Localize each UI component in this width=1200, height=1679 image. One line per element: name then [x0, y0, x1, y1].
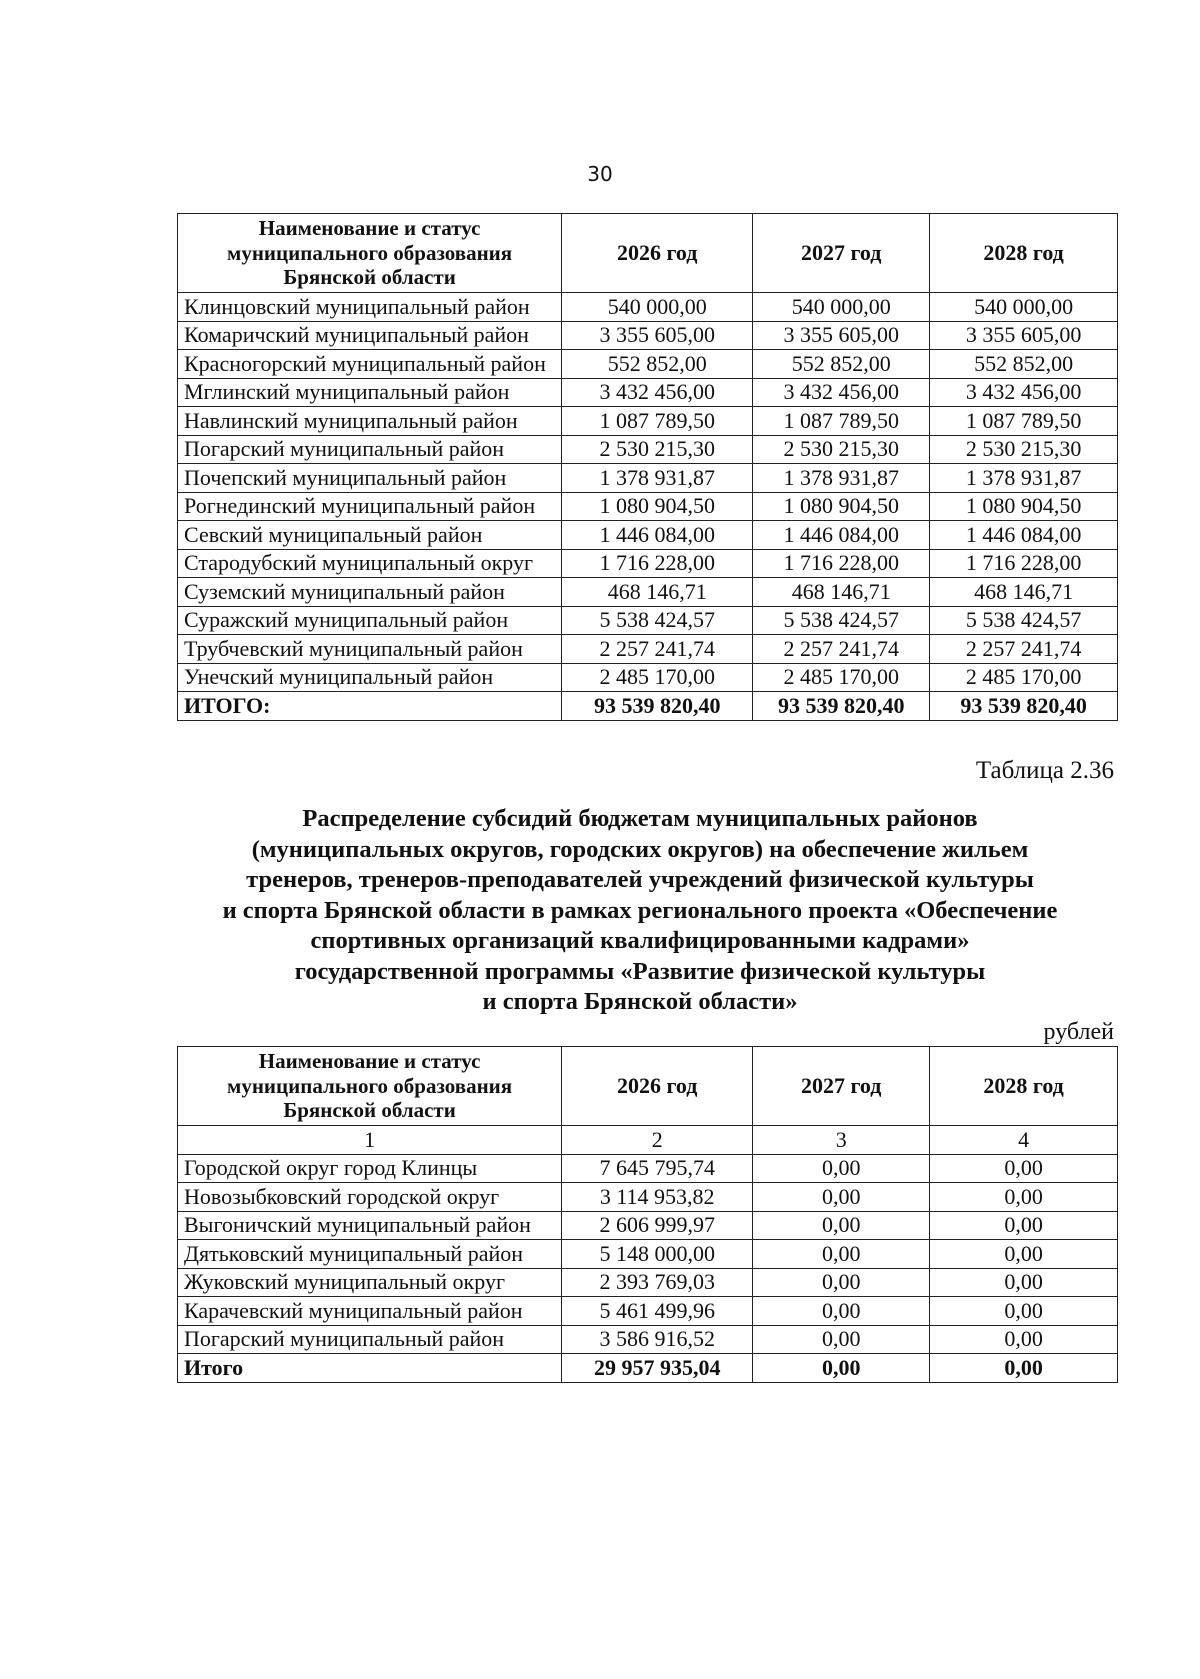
- amount-cell: 2 530 215,30: [562, 435, 753, 464]
- title-line: и спорта Брянской области в рамках регионального проекта «Обеспечение: [222, 896, 1058, 924]
- amount-cell: 29 957 935,04: [562, 1354, 753, 1383]
- title-line: и спорта Брянской области»: [482, 988, 798, 1015]
- amount-cell: 1 446 084,00: [753, 521, 930, 550]
- amount-cell: 1 716 228,00: [562, 549, 753, 578]
- table-row: [178, 435, 1118, 464]
- amount-cell: 1 378 931,87: [562, 464, 753, 493]
- amount-cell: 0,00: [930, 1154, 1118, 1183]
- amount-cell: 1 087 789,50: [753, 407, 930, 436]
- amount-cell: 0,00: [930, 1268, 1118, 1297]
- municipality-name: Погарский муниципальный район: [178, 1325, 562, 1354]
- amount-cell: 5 538 424,57: [562, 606, 753, 635]
- table-row: [178, 1268, 1118, 1297]
- title-line: спортивных организаций квалифицированными кадрами»: [310, 927, 970, 954]
- amount-cell: 1 087 789,50: [930, 407, 1118, 436]
- amount-cell: 0,00: [753, 1240, 930, 1269]
- column-number-row: [178, 1126, 1118, 1155]
- amount-cell: 5 461 499,96: [562, 1297, 753, 1326]
- title-line: государственной программы «Развитие физической культуры: [294, 957, 986, 985]
- amount-cell: 3 432 456,00: [753, 378, 930, 407]
- table-row: [178, 606, 1118, 635]
- amount-cell: 0,00: [753, 1354, 930, 1383]
- amount-cell: 552 852,00: [562, 350, 753, 379]
- amount-cell: 540 000,00: [562, 293, 753, 322]
- amount-cell: 0,00: [930, 1240, 1118, 1269]
- table-row: [178, 492, 1118, 521]
- table-row: [178, 350, 1118, 379]
- amount-cell: 3 355 605,00: [930, 321, 1118, 350]
- table-row: [178, 663, 1118, 692]
- amount-cell: 2 257 241,74: [753, 635, 930, 664]
- amount-cell: 2 257 241,74: [930, 635, 1118, 664]
- amount-cell: 540 000,00: [930, 293, 1118, 322]
- amount-cell: 1 716 228,00: [930, 549, 1118, 578]
- amount-cell: 3 114 953,82: [562, 1183, 753, 1212]
- amount-cell: 2 530 215,30: [753, 435, 930, 464]
- table-header-row: [178, 1047, 1118, 1126]
- column-number: 4: [930, 1126, 1118, 1155]
- municipality-name: Итого: [178, 1354, 562, 1383]
- table-row: [178, 1297, 1118, 1326]
- amount-cell: 5 538 424,57: [930, 606, 1118, 635]
- municipality-name: Жуковский муниципальный округ: [178, 1268, 562, 1297]
- amount-cell: 0,00: [930, 1297, 1118, 1326]
- amount-cell: 2 393 769,03: [562, 1268, 753, 1297]
- municipality-name: Унечский муниципальный район: [178, 663, 562, 692]
- table-row: [178, 1183, 1118, 1212]
- amount-cell: 552 852,00: [753, 350, 930, 379]
- amount-cell: 1 378 931,87: [753, 464, 930, 493]
- page-number: 30: [587, 162, 613, 186]
- amount-cell: 3 586 916,52: [562, 1325, 753, 1354]
- municipality-name: Погарский муниципальный район: [178, 435, 562, 464]
- amount-cell: 0,00: [930, 1325, 1118, 1354]
- table-row: [178, 407, 1118, 436]
- amount-cell: 0,00: [753, 1297, 930, 1326]
- amount-cell: 5 538 424,57: [753, 606, 930, 635]
- title-line: Распределение субсидий бюджетам муниципальных районов: [302, 805, 978, 832]
- amount-cell: 0,00: [753, 1268, 930, 1297]
- table-row: [178, 1154, 1118, 1183]
- amount-cell: 1 087 789,50: [562, 407, 753, 436]
- table-row: [178, 378, 1118, 407]
- municipality-name: Клинцовский муниципальный район: [178, 293, 562, 322]
- municipality-name: Красногорский муниципальный район: [178, 350, 562, 379]
- amount-cell: 7 645 795,74: [562, 1154, 753, 1183]
- amount-cell: 468 146,71: [930, 578, 1118, 607]
- amount-cell: 1 378 931,87: [930, 464, 1118, 493]
- amount-cell: 1 446 084,00: [930, 521, 1118, 550]
- column-number: 1: [178, 1126, 562, 1155]
- amount-cell: 3 432 456,00: [562, 378, 753, 407]
- title-line: тренеров, тренеров-преподавателей учреждений физической культуры: [246, 866, 1034, 893]
- municipality-name: Мглинский муниципальный район: [178, 378, 562, 407]
- table-title: [150, 804, 1130, 1018]
- municipality-name: Выгоничский муниципальный район: [178, 1211, 562, 1240]
- amount-cell: 2 606 999,97: [562, 1211, 753, 1240]
- municipality-name: Навлинский муниципальный район: [178, 407, 562, 436]
- amount-cell: 3 355 605,00: [753, 321, 930, 350]
- amount-cell: 2 485 170,00: [753, 663, 930, 692]
- municipality-name: Трубчевский муниципальный район: [178, 635, 562, 664]
- table-row: [178, 635, 1118, 664]
- amount-cell: 1 080 904,50: [930, 492, 1118, 521]
- municipality-name: Дятьковский муниципальный район: [178, 1240, 562, 1269]
- table-header-row: [178, 214, 1118, 293]
- amount-cell: 552 852,00: [930, 350, 1118, 379]
- amount-cell: 3 432 456,00: [930, 378, 1118, 407]
- table-row: [178, 321, 1118, 350]
- column-header-2026: 2026 год: [562, 1047, 753, 1126]
- municipality-name: Суземский муниципальный район: [178, 578, 562, 607]
- municipality-name: Городской округ город Клинцы: [178, 1154, 562, 1183]
- municipality-name: Рогнединский муниципальный район: [178, 492, 562, 521]
- amount-cell: 468 146,71: [562, 578, 753, 607]
- amount-cell: 1 716 228,00: [753, 549, 930, 578]
- amount-cell: 0,00: [753, 1154, 930, 1183]
- column-header-name: Наименование и статус муниципального образования Брянской области: [178, 214, 562, 293]
- municipality-name: Новозыбковский городской округ: [178, 1183, 562, 1212]
- amount-cell: 0,00: [753, 1183, 930, 1212]
- amount-cell: 0,00: [930, 1183, 1118, 1212]
- table-total-row: [178, 692, 1118, 721]
- column-header-2028: 2028 год: [930, 1047, 1118, 1126]
- table-row: [178, 293, 1118, 322]
- amount-cell: 1 080 904,50: [562, 492, 753, 521]
- column-header-2028: 2028 год: [930, 214, 1118, 293]
- amount-cell: 93 539 820,40: [930, 692, 1118, 721]
- table-total-row: [178, 1354, 1118, 1383]
- amount-cell: 0,00: [930, 1354, 1118, 1383]
- amount-cell: 1 080 904,50: [753, 492, 930, 521]
- table-caption: Таблица 2.36: [975, 757, 1114, 784]
- amount-cell: 5 148 000,00: [562, 1240, 753, 1269]
- table-row: [178, 1211, 1118, 1240]
- table-row: [178, 1240, 1118, 1269]
- amount-cell: 468 146,71: [753, 578, 930, 607]
- housing-subsidy-table: [177, 1046, 1118, 1383]
- municipality-name: Севский муниципальный район: [178, 521, 562, 550]
- amount-cell: 2 485 170,00: [562, 663, 753, 692]
- amount-cell: 93 539 820,40: [753, 692, 930, 721]
- amount-cell: 540 000,00: [753, 293, 930, 322]
- amount-cell: 2 257 241,74: [562, 635, 753, 664]
- column-header-2026: 2026 год: [562, 214, 753, 293]
- amount-cell: 2 485 170,00: [930, 663, 1118, 692]
- table-row: [178, 549, 1118, 578]
- column-number: 2: [562, 1126, 753, 1155]
- table-row: [178, 464, 1118, 493]
- amount-cell: 93 539 820,40: [562, 692, 753, 721]
- title-line: (муниципальных округов, городских округов) на обеспечение жильем: [251, 835, 1029, 863]
- amount-cell: 3 355 605,00: [562, 321, 753, 350]
- column-header-2027: 2027 год: [753, 1047, 930, 1126]
- municipality-name: Суражский муниципальный район: [178, 606, 562, 635]
- column-header-2027: 2027 год: [753, 214, 930, 293]
- units-label: рублей: [1043, 1019, 1114, 1045]
- column-header-name: Наименование и статус муниципального образования Брянской области: [178, 1047, 562, 1126]
- municipality-name: Карачевский муниципальный район: [178, 1297, 562, 1326]
- column-number: 3: [753, 1126, 930, 1155]
- amount-cell: 1 446 084,00: [562, 521, 753, 550]
- amount-cell: 0,00: [753, 1325, 930, 1354]
- table-row: [178, 1325, 1118, 1354]
- amount-cell: 0,00: [930, 1211, 1118, 1240]
- subsidy-table-continued: [177, 213, 1118, 721]
- amount-cell: 2 530 215,30: [930, 435, 1118, 464]
- municipality-name: ИТОГО:: [178, 692, 562, 721]
- table-row: [178, 578, 1118, 607]
- amount-cell: 0,00: [753, 1211, 930, 1240]
- municipality-name: Почепский муниципальный район: [178, 464, 562, 493]
- table-row: [178, 521, 1118, 550]
- municipality-name: Стародубский муниципальный округ: [178, 549, 562, 578]
- municipality-name: Комаричский муниципальный район: [178, 321, 562, 350]
